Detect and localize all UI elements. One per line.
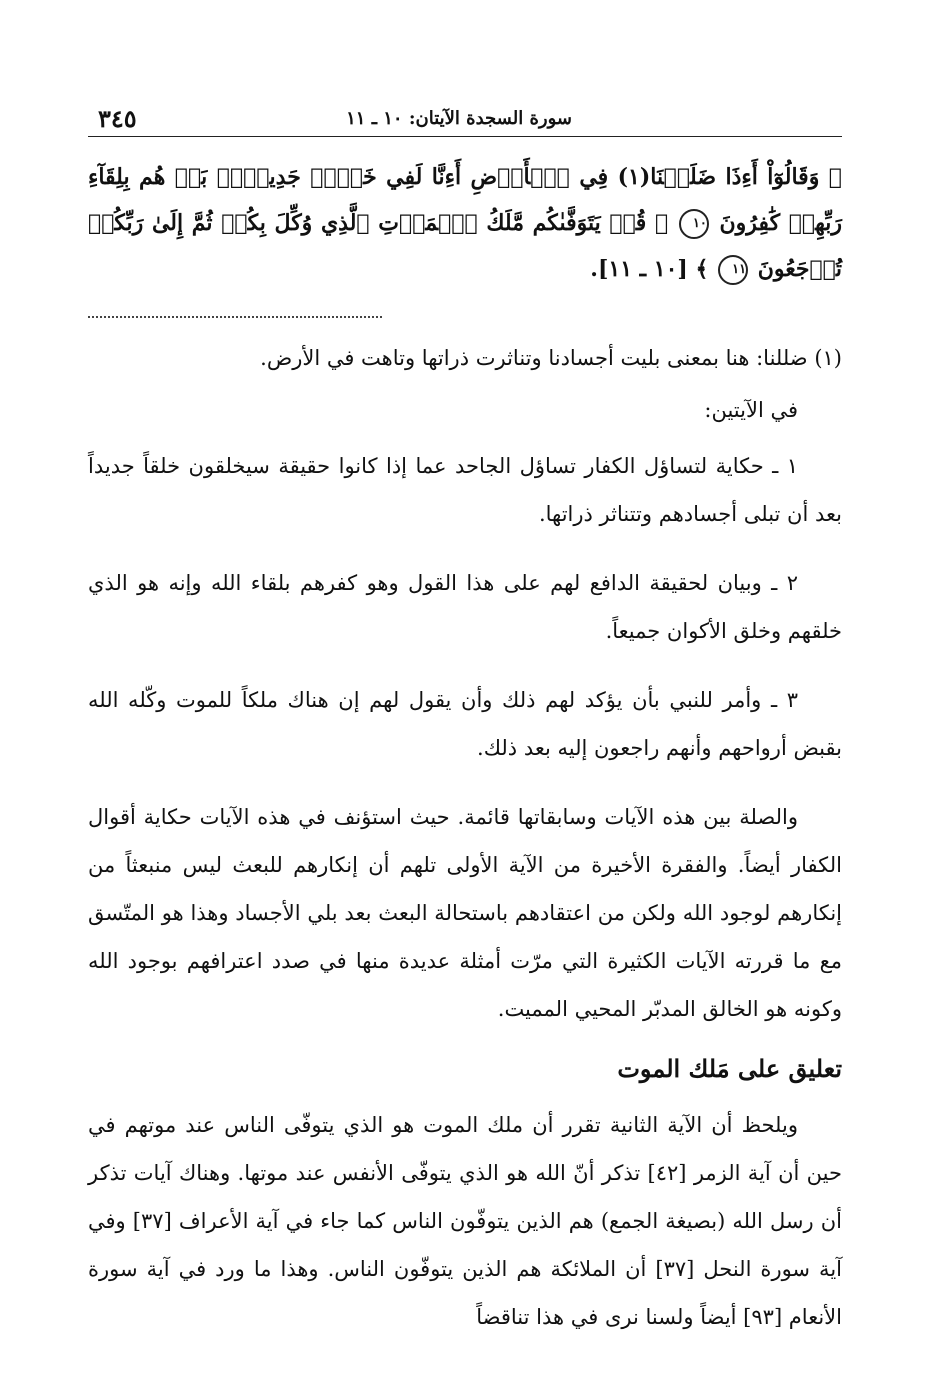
quran-line-1: ﴿ وَقَالُوٓاْ أَءِذَا ضَلَلۡنَا(١) فِي ٱلۡأَرۡضِ أَءِنَّا لَفِي خَلۡقٖ جَدِيدِۢۚ بَلۡ هُم بِلِقَآءِ رَبِّهِمۡ كَٰفِرُونَ xyxy=(88,164,842,236)
book-page xyxy=(88,86,842,1341)
quran-verses xyxy=(88,154,842,292)
ayah-number-10: ١٠ xyxy=(679,209,709,239)
footnote: (١) ضللنا: هنا بمعنى بليت أجسادنا وتناثرت ذراتها وتاهت في الأرض. xyxy=(260,346,842,370)
paragraph-1: والصلة بين هذه الآيات وسابقاتها قائمة. حيث استؤنف في هذه الآيات حكاية أقوال الكفار أيضاً. والفقرة الأخيرة من الآية الأولى تلهم أن إنكارهم للبعث ليس منبعثاً من إنكارهم لوجود الله ولكن من اعتقادهم باستحالة البعث بعد بلي الأجساد وهذا هو المتّسق مع ما قررته الآيات الكثيرة التي مرّت أمثلة عديدة منها في صدد اعترافهم بوجود الله وكونه هو الخالق المدبّر المحيي المميت. xyxy=(88,805,842,1021)
ayah-number-11: ١١ xyxy=(718,255,748,285)
footnote-separator xyxy=(88,316,382,318)
body-text xyxy=(88,386,842,1341)
paragraph-2: ويلحظ أن الآية الثانية تقرر أن ملك الموت هو الذي يتوفّى الناس عند موتهم في حين أن آية الزمر [٤٢] تذكر أنّ الله هو الذي يتوفّى الأنفس عند موتها. وهناك آيات تذكر أن رسل الله (بصيغة الجمع) هم الذين يتوفّون الناس كما جاء في آية الأعراف [٣٧] وفي آية سورة النحل [٣٧] أن الملائكة هم الذين يتوفّون الناس. وهذا ما ورد في آية سورة الأنعام [٩٣] أيضاً ولسنا نرى في هذا تناقضاً xyxy=(88,1113,842,1329)
verse-reference: ﴾ [١٠ ـ ١١]. xyxy=(590,256,709,282)
page-header xyxy=(88,86,842,137)
running-head: سورة السجدة الآيتان: ١٠ ـ ١١ xyxy=(346,108,572,129)
quran-line-2: ۞ قُلۡ يَتَوَفَّىٰكُم مَّلَكُ ٱلۡمَوۡتِ ٱلَّذِي وُكِّلَ بِكُمۡ ثُمَّ إِلَىٰ رَبِّكُمۡ تُرۡجَعُونَ xyxy=(88,210,842,282)
section-title: تعليق على مَلك الموت xyxy=(617,1054,842,1083)
intro-label: في الآيتين: xyxy=(704,398,798,422)
page-number: ٣٤٥ xyxy=(98,104,137,133)
point-2: ٢ ـ وبيان لحقيقة الدافع لهم على هذا القول وهو كفرهم بلقاء الله وإنه هو الذي خلقهم وخلق الأكوان جميعاً. xyxy=(88,571,842,643)
point-1: ١ ـ حكاية لتساؤل الكفار تساؤل الجاحد عما إذا كانوا حقيقة سيخلقون خلقاً جديداً بعد أن تبلى أجسادهم وتتناثر ذراتها. xyxy=(88,454,842,526)
point-3: ٣ ـ وأمر للنبي بأن يؤكد لهم ذلك وأن يقول لهم إن هناك ملكاً للموت وكّله الله بقبض أرواحهم وأنهم راجعون إليه بعد ذلك. xyxy=(88,688,842,760)
